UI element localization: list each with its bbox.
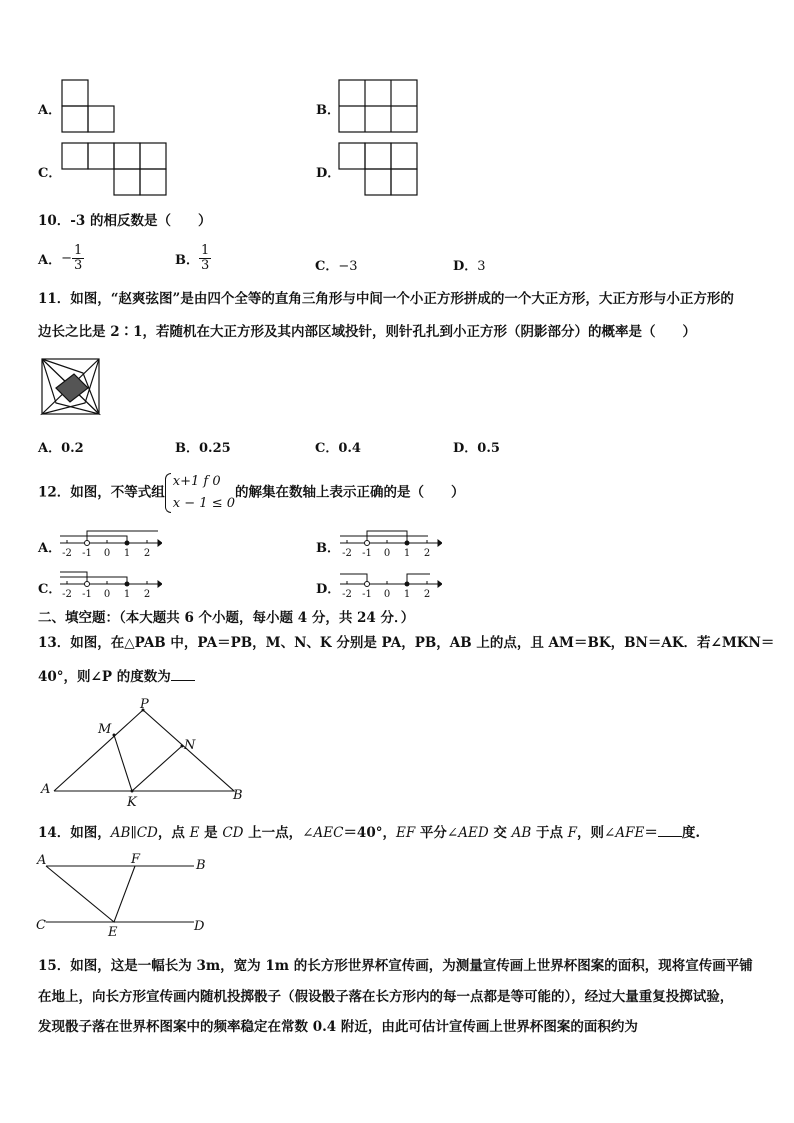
q9-figure-a <box>60 78 118 136</box>
stem-text: ，则 <box>577 825 605 841</box>
q13-triangle-figure <box>36 694 250 810</box>
point-label-b: B <box>233 788 243 803</box>
q11-option-b <box>175 437 231 456</box>
option-value: 0.2 <box>61 441 84 456</box>
q10-option-b-fraction <box>199 244 211 273</box>
q9-figure-d <box>337 141 421 199</box>
point-label-a: A <box>37 853 47 868</box>
option-label: A． <box>38 441 62 456</box>
point-label-a: A <box>41 782 51 797</box>
option-value: 0.5 <box>477 441 500 456</box>
tick-label: 0 <box>383 589 391 600</box>
q10-option-b-label: B． <box>175 253 199 268</box>
tick-label: 0 <box>103 548 111 559</box>
q14-stem <box>38 822 700 842</box>
q10-option-a-fraction <box>72 244 84 273</box>
q12-option-c-label: C． <box>38 582 62 597</box>
tick-label: -1 <box>82 548 92 559</box>
q15-stem-line2: 在地上，向长方形宣传画内随机投掷骰子（假设骰子落在长方形内的每一点都是等可能的），经过大量重复投掷试验， <box>38 989 734 1005</box>
q10-option-b <box>175 244 211 273</box>
stem-math: ∠AEC <box>302 825 344 841</box>
q12-stem-prefix: 12．如图，不等式组 <box>38 484 165 501</box>
q9-option-b-label: B． <box>316 103 340 118</box>
q10-option-c-value: −3 <box>338 259 358 274</box>
stem-math: ∠AED <box>446 825 489 841</box>
fraction-numerator: 1 <box>201 243 210 258</box>
q13-stem-line1: 13．如图，在△PAB 中，PA＝PB，M、N、K 分别是 PA，PB，AB 上的点，且 AM＝BK，BN＝AK．若∠MKN＝ <box>38 635 775 651</box>
tick-label: 2 <box>423 548 431 559</box>
fraction-denominator: 3 <box>201 258 210 273</box>
q12-option-d-label: D． <box>316 582 341 597</box>
stem-text: 交 <box>488 825 512 841</box>
stem-text: 是 <box>199 825 223 841</box>
q9-figure-c <box>60 141 170 199</box>
tick-label: 1 <box>403 589 411 600</box>
tick-label: 0 <box>383 548 391 559</box>
fraction-numerator: 1 <box>74 243 83 258</box>
q11-stem-line1: 11．如图，“赵爽弦图”是由四个全等的直角三角形与中间一个小正方形拼成的一个大正方形，大正方形与小正方形的 <box>38 291 734 307</box>
q12-number-line-d <box>338 569 442 601</box>
tick-label: -2 <box>342 589 352 600</box>
q10-option-a <box>38 244 84 273</box>
q12-stem <box>38 468 465 517</box>
q10-stem: 10．-3 的相反数是（ ） <box>38 213 212 229</box>
point-label-m: M <box>98 722 112 737</box>
stem-math: EF <box>395 825 416 841</box>
q11-shaded-square <box>56 374 88 402</box>
q10-option-a-label: A． <box>38 253 62 268</box>
q13-stem-text: 40°，则∠P 的度数为 <box>38 669 171 685</box>
q12-inequality-1: x+1 f 0 <box>172 473 221 489</box>
stem-math: ∠AFE <box>604 825 645 841</box>
stem-math: F <box>567 825 578 841</box>
q9-option-c-label: C． <box>38 166 62 181</box>
point-label-b: B <box>196 858 206 873</box>
q10-option-a-sign: − <box>61 251 72 266</box>
tick-label: 1 <box>403 548 411 559</box>
tick-label: -2 <box>342 548 352 559</box>
q10-option-c-label: C． <box>315 259 339 274</box>
tick-label: 1 <box>123 589 131 600</box>
q10-option-c <box>315 255 358 274</box>
tick-label: -2 <box>62 589 72 600</box>
stem-text: 上一点， <box>243 825 303 841</box>
tick-label: -1 <box>82 589 92 600</box>
stem-text: ＝40°， <box>343 825 396 841</box>
point-label-p: P <box>140 697 149 712</box>
q15-stem-line3: 发现骰子落在世界杯图案中的频率稳定在常数 0.4 附近，由此可估计宣传画上世界杯图案的面积约为 <box>38 1019 638 1035</box>
q11-stem-line2: 边长之比是 2∶1，若随机在大正方形及其内部区域投针，则针孔扎到小正方形（阴影部分）的概率是（ ） <box>38 324 696 340</box>
q12-number-line-b <box>338 528 442 560</box>
answer-blank <box>171 666 195 681</box>
point-label-f: F <box>131 852 141 867</box>
tick-label: 0 <box>103 589 111 600</box>
stem-text: 于点 <box>531 825 568 841</box>
q12-stem-suffix: 的解集在数轴上表示正确的是（ ） <box>235 484 465 501</box>
tick-label: 2 <box>143 589 151 600</box>
q10-option-d <box>453 255 486 274</box>
q12-number-line-c <box>58 569 162 601</box>
q12-inequality-2: x − 1 ≤ 0 <box>172 495 235 511</box>
tick-label: -2 <box>62 548 72 559</box>
q9-figure-b <box>337 78 421 136</box>
answer-blank <box>658 822 682 837</box>
q11-option-d <box>453 437 500 456</box>
q12-number-line-a <box>58 528 162 560</box>
option-value: 0.4 <box>338 441 361 456</box>
stem-math: E <box>189 825 200 841</box>
stem-math: CD <box>222 825 244 841</box>
q14-parallel-lines-figure <box>34 850 214 938</box>
stem-text: ＝ <box>644 825 658 841</box>
q12-option-a-label: A． <box>38 541 62 556</box>
section-heading: 二、填空题：（本大题共 6 个小题，每小题 4 分，共 24 分．） <box>38 610 415 626</box>
stem-text: 度. <box>681 825 701 841</box>
point-label-d: D <box>194 919 205 934</box>
tick-label: 2 <box>423 589 431 600</box>
option-label: C． <box>315 441 339 456</box>
q11-zhao-shuang-diagram <box>40 357 102 417</box>
tick-label: -1 <box>362 548 372 559</box>
point-label-e: E <box>108 925 118 938</box>
point-label-c: C <box>36 918 46 933</box>
q10-option-d-label: D． <box>453 259 478 274</box>
q9-option-a-label: A． <box>38 103 62 118</box>
stem-text: 平分 <box>415 825 447 841</box>
fraction-denominator: 3 <box>74 258 83 273</box>
point-label-k: K <box>127 795 137 810</box>
q10-option-d-value: 3 <box>477 259 486 274</box>
point-label-n: N <box>184 738 196 753</box>
option-value: 0.25 <box>199 441 231 456</box>
option-label: D． <box>453 441 478 456</box>
option-label: B． <box>175 441 199 456</box>
q9-option-d-label: D． <box>316 166 341 181</box>
tick-label: 1 <box>123 548 131 559</box>
tick-label: 2 <box>143 548 151 559</box>
q11-option-a <box>38 437 84 456</box>
q11-option-c <box>315 437 361 456</box>
q12-inequality-system <box>165 471 235 515</box>
q15-stem-line1: 15．如图，这是一幅长为 3m，宽为 1m 的长方形世界杯宣传画，为测量宣传画上世界杯图案的面积，现将宣传画平铺 <box>38 958 753 974</box>
stem-math: AB <box>511 825 532 841</box>
q13-stem-line2 <box>38 666 195 686</box>
tick-label: -1 <box>362 589 372 600</box>
q12-option-b-label: B． <box>316 541 340 556</box>
stem-text: ，点 <box>157 825 190 841</box>
stem-text: 14．如图， <box>38 825 111 841</box>
stem-math: AB∥CD <box>110 825 158 841</box>
